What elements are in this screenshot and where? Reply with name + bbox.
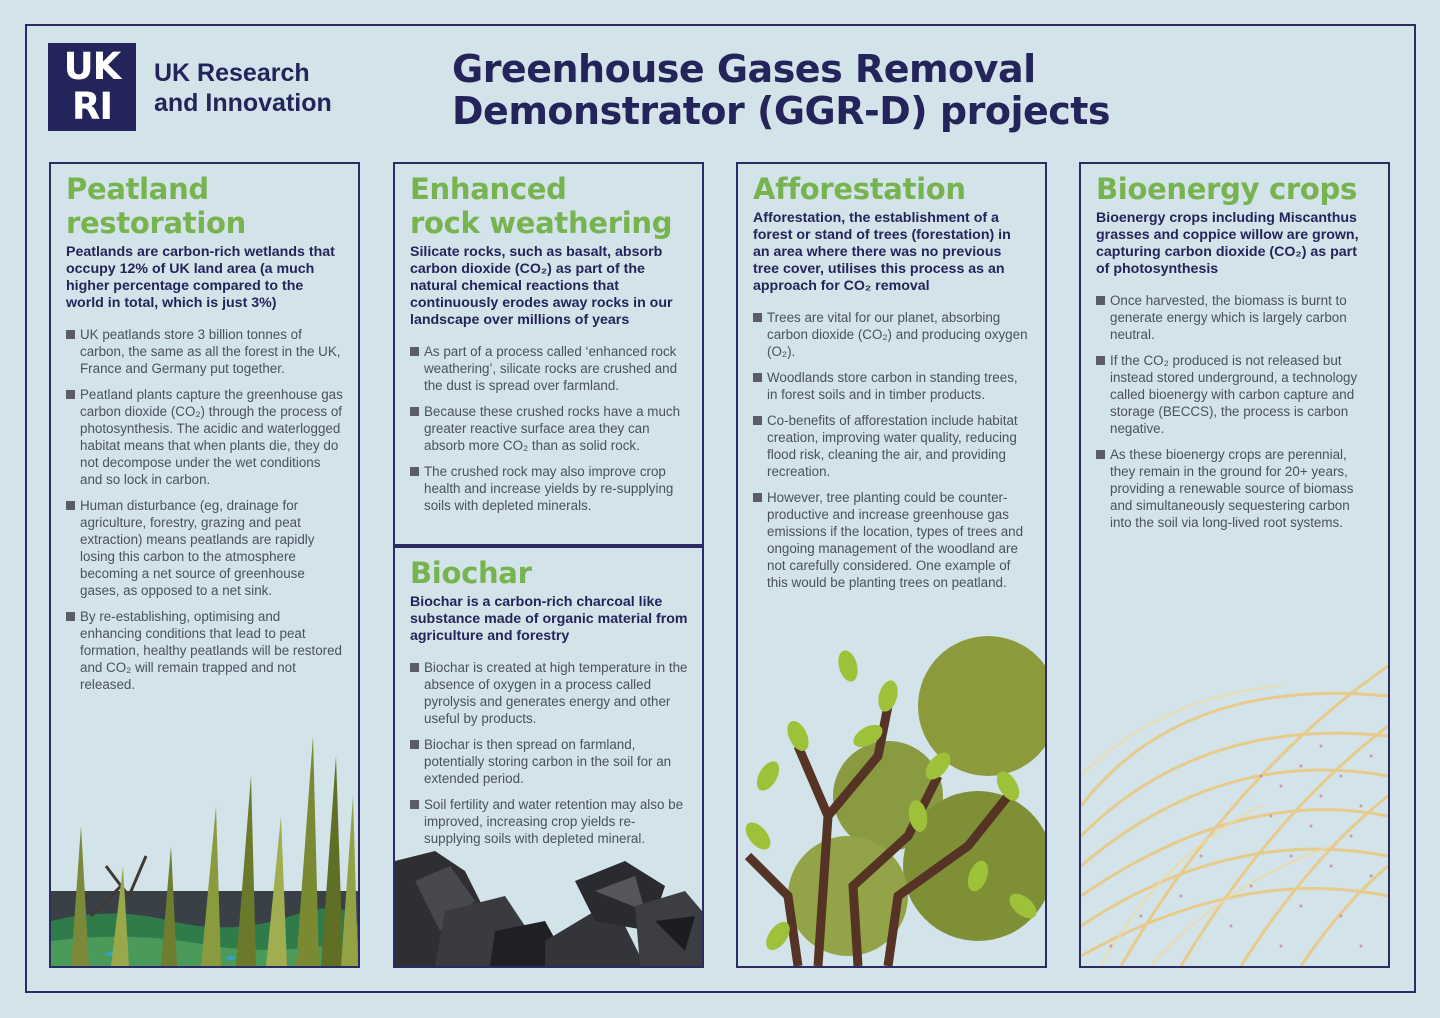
peatland-heading: Peatland restoration [66,172,246,240]
list-item: Biochar is then spread on farmland, potentially storing carbon in the soil for an extended period. [410,736,688,787]
list-item: Biochar is created at high temperature in the absence of oxygen in a process called pyrolysis and generates energy and other useful by products. [410,659,688,727]
list-item: However, tree planting could be counter-productive and increase greenhouse gas emissions if the location, types of trees and ongoing management of the woodland are not carefully considered. One example of this would be planting trees on peatland. [753,489,1031,591]
title-line-2: Demonstrator (GGR-D) projects [452,89,1111,133]
list-item: As part of a process called ‘enhanced rock weathering’, silicate rocks are crushed and the dust is spread over farmland. [410,343,688,394]
panel-rock-weathering [393,162,704,546]
peatland-bullet-list [66,326,344,693]
org-line-2: and Innovation [154,89,332,117]
list-item: Soil fertility and water retention may also be improved, increasing crop yields re-supplying soils with depleted mineral. [410,796,688,847]
biochar-illustration [395,851,702,966]
panel-peatland [49,162,360,968]
list-item: Human disturbance (eg, drainage for agriculture, forestry, grazing and peat extraction) means peatlands are rapidly losing this carbon to the atmosphere becoming a net source of greenhouse gases, as opposed to a net sink. [66,497,344,599]
peatland-intro: Peatlands are carbon-rich wetlands that occupy 12% of UK land area (a much higher percentage compared to the world in total, which is just 3%) [66,244,335,311]
list-item: As these bioenergy crops are perennial, they remain in the ground for 20+ years, providing a renewable source of biomass and simultaneously sequestering carbon into the soil via long-lived root systems. [1096,446,1374,531]
panel-biochar [393,546,704,968]
org-line-1: UK Research [154,59,310,87]
ukri-logo-text: UK RI [63,45,121,128]
list-item: Because these crushed rocks have a much greater reactive surface area they can absorb more CO₂ than as solid rock. [410,403,688,454]
afforestation-bullet-list [753,309,1031,591]
list-item: The crushed rock may also improve crop health and increase yields by re-supplying soils with depleted minerals. [410,463,688,514]
list-item: Once harvested, the biomass is burnt to generate energy which is largely carbon neutral. [1096,292,1374,343]
panel-afforestation [736,162,1047,968]
bioenergy-heading: Bioenergy crops [1096,172,1357,206]
list-item: Co-benefits of afforestation include habitat creation, improving water quality, reducing flood risk, cleaning the air, and providing recreation. [753,412,1031,480]
list-item: Woodlands store carbon in standing trees, in forest soils and in timber products. [753,369,1031,403]
list-item: Peatland plants capture the greenhouse gas carbon dioxide (CO₂) through the process of photosynthesis. The acidic and waterlogged habitat means that when plants die, they do not decompose under the wet conditions and so lock in carbon. [66,386,344,488]
rock-weathering-intro: Silicate rocks, such as basalt, absorb carbon dioxide (CO₂) as part of the natural chemical reactions that continuously erodes away rocks in our landscape over millions of years [410,244,673,328]
list-item: UK peatlands store 3 billion tonnes of carbon, the same as all the forest in the UK, France and Germany put together. [66,326,344,377]
afforestation-intro: Afforestation, the establishment of a forest or stand of trees (forestation) in an area where there was no previous tree cover, utilises this process as an approach for CO₂ removal [753,210,1011,294]
biochar-heading: Biochar [410,556,532,590]
list-item: Trees are vital for our planet, absorbing carbon dioxide (CO₂) and producing oxygen (O₂). [753,309,1031,360]
rock-weathering-bullet-list [410,343,688,514]
afforestation-heading: Afforestation [753,172,966,206]
rock-weathering-heading: Enhanced rock weathering [410,172,673,240]
list-item: By re-establishing, optimising and enhancing conditions that lead to peat formation, healthy peatlands will be restored and CO₂ will remain trapped and not released. [66,608,344,693]
list-item: If the CO₂ produced is not released but instead stored underground, a technology called bioenergy with carbon capture and storage (BECCS), the process is carbon negative. [1096,352,1374,437]
peatland-illustration [51,716,358,966]
page-title [452,48,1110,132]
title-line-1: Greenhouse Gases Removal [452,47,1036,91]
bioenergy-illustration [1081,656,1388,966]
bioenergy-intro: Bioenergy crops including Miscanthus grasses and coppice willow are grown, capturing carbon dioxide (CO₂) as part of photosynthesis [1096,210,1359,277]
panel-bioenergy-crops [1079,162,1390,968]
ukri-logo [48,43,136,131]
biochar-intro: Biochar is a carbon-rich charcoal like substance made of organic material from agriculture and forestry [410,594,688,644]
organisation-name [154,58,332,118]
biochar-bullet-list [410,659,688,847]
afforestation-illustration [738,636,1045,966]
bioenergy-bullet-list [1096,292,1374,531]
